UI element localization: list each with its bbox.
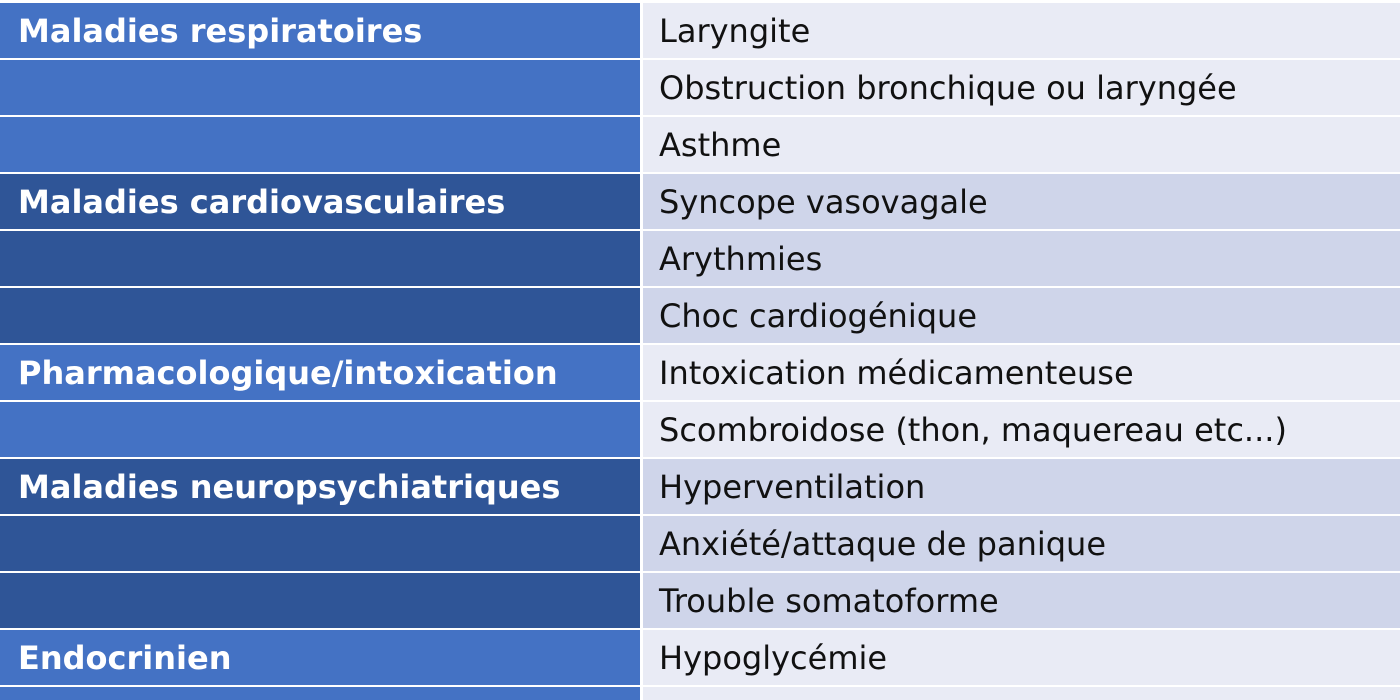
table-row: [0, 573, 1400, 628]
category-cell: [0, 117, 640, 172]
category-cell: [0, 60, 640, 115]
category-cell: [0, 288, 640, 343]
table-row: [0, 288, 1400, 343]
condition-cell: Obstruction bronchique ou laryngée: [640, 60, 1400, 115]
condition-cell: Trouble somatoforme: [640, 573, 1400, 628]
condition-cell: Asthme: [640, 117, 1400, 172]
category-cell: [0, 402, 640, 457]
condition-cell: [640, 687, 1400, 700]
condition-cell: Choc cardiogénique: [640, 288, 1400, 343]
condition-cell: Intoxication médicamenteuse: [640, 345, 1400, 400]
condition-cell: Arythmies: [640, 231, 1400, 286]
table-row: [0, 117, 1400, 172]
condition-cell: Laryngite: [640, 3, 1400, 58]
category-cell: Pharmacologique/intoxication: [0, 345, 640, 400]
table-row: [0, 345, 1400, 400]
category-cell: Maladies neuropsychiatriques: [0, 459, 640, 514]
condition-cell: Hyperventilation: [640, 459, 1400, 514]
condition-cell: Syncope vasovagale: [640, 174, 1400, 229]
category-cell: [0, 573, 640, 628]
category-cell: [0, 516, 640, 571]
table-row: [0, 3, 1400, 58]
table-row: [0, 174, 1400, 229]
table-row: [0, 459, 1400, 514]
condition-cell: Hypoglycémie: [640, 630, 1400, 685]
table-row: [0, 231, 1400, 286]
table-row: [0, 60, 1400, 115]
category-cell: [0, 687, 640, 700]
table-row: [0, 687, 1400, 700]
table-row: [0, 402, 1400, 457]
table-row: [0, 630, 1400, 685]
condition-cell: Anxiété/attaque de panique: [640, 516, 1400, 571]
table-row: [0, 516, 1400, 571]
category-cell: Endocrinien: [0, 630, 640, 685]
category-cell: [0, 231, 640, 286]
category-cell: Maladies cardiovasculaires: [0, 174, 640, 229]
category-cell: Maladies respiratoires: [0, 3, 640, 58]
condition-cell: Scombroidose (thon, maquereau etc...): [640, 402, 1400, 457]
